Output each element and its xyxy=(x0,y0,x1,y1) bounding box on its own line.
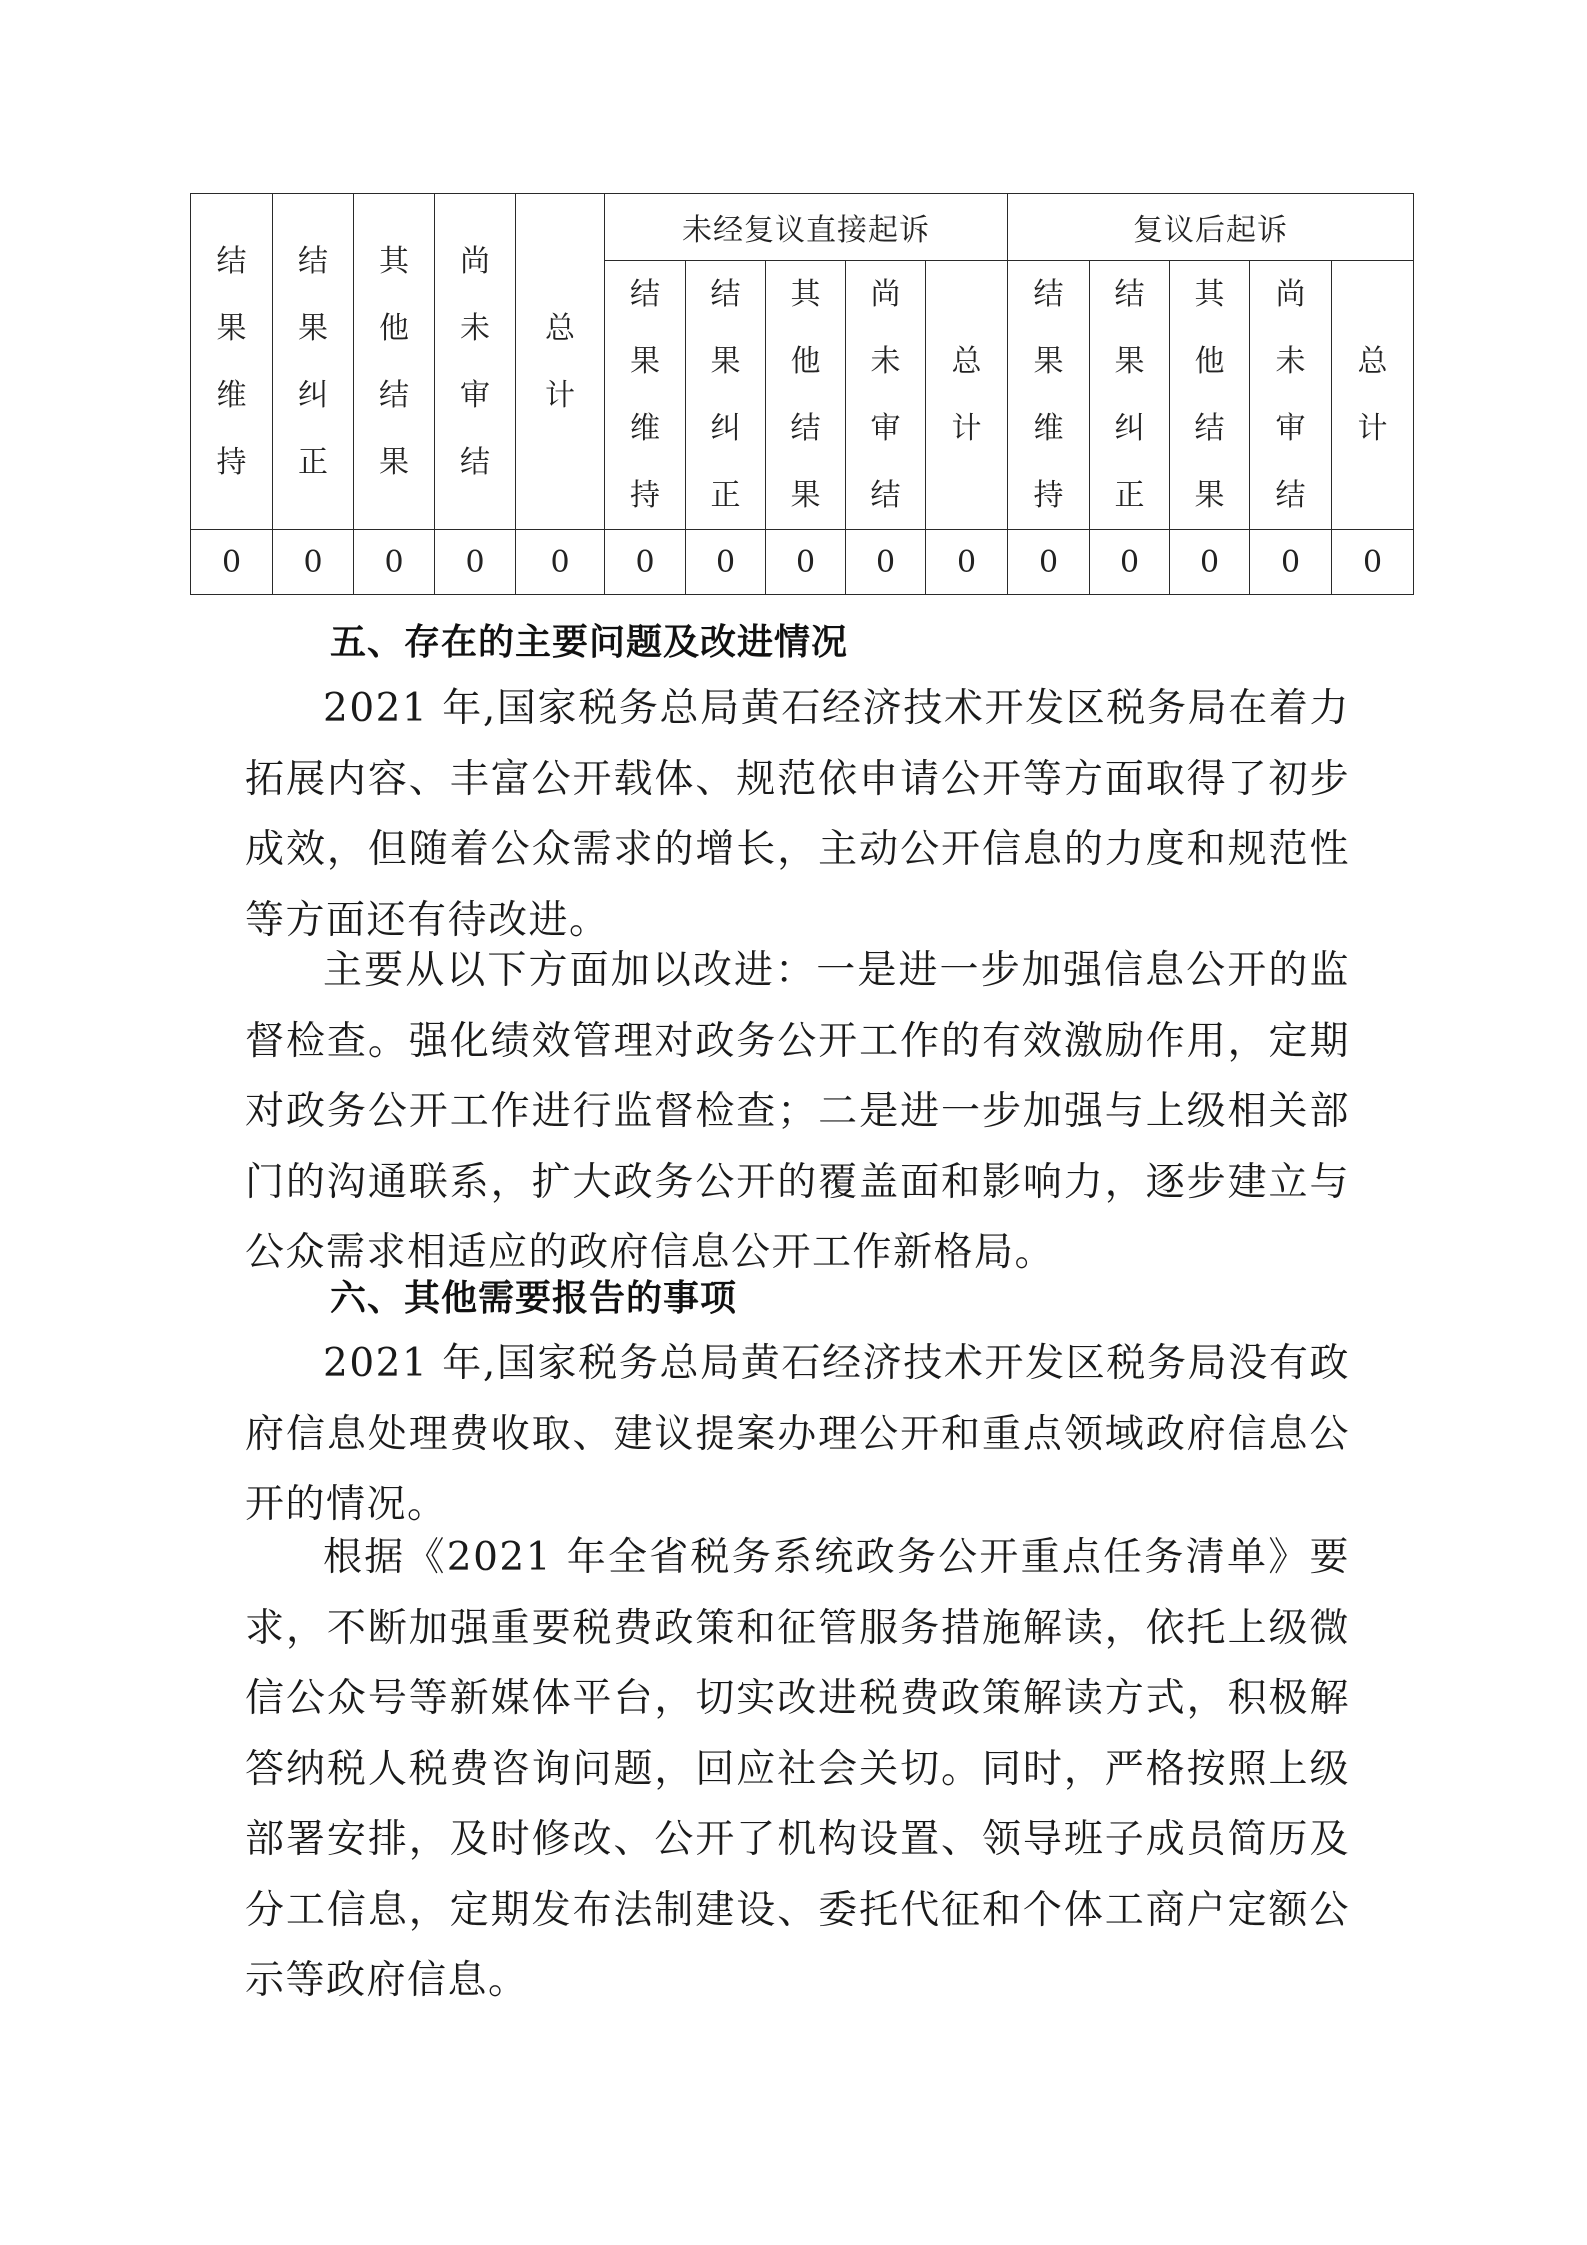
header-result-corrected: 结果纠正 xyxy=(273,194,354,530)
section-5-heading: 五、存在的主要问题及改进情况 xyxy=(330,622,849,663)
value-cell: 0 xyxy=(846,530,926,595)
sub-header-cell: 尚未审结 xyxy=(1250,261,1332,530)
group-header-direct-litigation: 未经复议直接起诉 xyxy=(605,194,1008,261)
value-cell: 0 xyxy=(273,530,354,595)
section-6-paragraph-2: 根据《2021 年全省税务系统政务公开重点任务清单》要求，不断加强重要税费政策和征管服务措施解读，依托上级微信公众号等新媒体平台，切实改进税费政策解读方式，积极解答纳税人税费咨询问题，回应社会关切。同时，严格按照上级部署安排，及时修改、公开了机构设置、领导班子成员简历及分工信息，定期发布法制建设、委托代征和个体工商户定额公示等政府信息。 xyxy=(245,1535,1350,2003)
section-5-paragraph-1: 2021 年,国家税务总局黄石经济技术开发区税务局在着力拓展内容、丰富公开载体、规范依申请公开等方面取得了初步成效，但随着公众需求的增长，主动公开信息的力度和规范性等方面还有待改进。 xyxy=(245,686,1350,943)
value-cell: 0 xyxy=(1170,530,1250,595)
value-cell: 0 xyxy=(686,530,766,595)
group-header-litigation-after-review: 复议后起诉 xyxy=(1008,194,1414,261)
value-cell: 0 xyxy=(1090,530,1170,595)
section-5-paragraph-2: 主要从以下方面加以改进：一是进一步加强信息公开的监督检查。强化绩效管理对政务公开工作的有效激励作用，定期对政务公开工作进行监督检查；二是进一步加强与上级相关部门的沟通联系，扩大政务公开的覆盖面和影响力，逐步建立与公众需求相适应的政府信息公开工作新格局。 xyxy=(245,948,1350,1275)
section-6-paragraph-1: 2021 年,国家税务总局黄石经济技术开发区税务局没有政府信息处理费收取、建议提案办理公开和重点领域政府信息公开的情况。 xyxy=(245,1341,1350,1527)
sub-header-cell: 结果维持 xyxy=(1008,261,1090,530)
sub-header-cell: 尚未审结 xyxy=(846,261,926,530)
value-cell: 0 xyxy=(766,530,846,595)
value-cell: 0 xyxy=(516,530,605,595)
value-cell: 0 xyxy=(191,530,273,595)
header-pending: 尚未审结 xyxy=(435,194,516,530)
value-cell: 0 xyxy=(1008,530,1090,595)
value-cell: 0 xyxy=(605,530,686,595)
sub-header-cell: 总计 xyxy=(1332,261,1414,530)
sub-header-cell: 其他结果 xyxy=(1170,261,1250,530)
section-6-heading: 六、其他需要报告的事项 xyxy=(330,1278,738,1319)
header-result-maintained: 结果维持 xyxy=(191,194,273,530)
value-cell: 0 xyxy=(1332,530,1414,595)
value-cell: 0 xyxy=(354,530,435,595)
sub-header-cell: 结果维持 xyxy=(605,261,686,530)
header-total: 总计 xyxy=(516,194,605,530)
sub-header-cell: 总计 xyxy=(926,261,1008,530)
value-cell: 0 xyxy=(435,530,516,595)
value-cell: 0 xyxy=(1250,530,1332,595)
admin-litigation-table xyxy=(190,193,1414,595)
sub-header-cell: 结果纠正 xyxy=(1090,261,1170,530)
sub-header-cell: 其他结果 xyxy=(766,261,846,530)
sub-header-cell: 结果纠正 xyxy=(686,261,766,530)
value-cell: 0 xyxy=(926,530,1008,595)
header-other-result: 其他结果 xyxy=(354,194,435,530)
